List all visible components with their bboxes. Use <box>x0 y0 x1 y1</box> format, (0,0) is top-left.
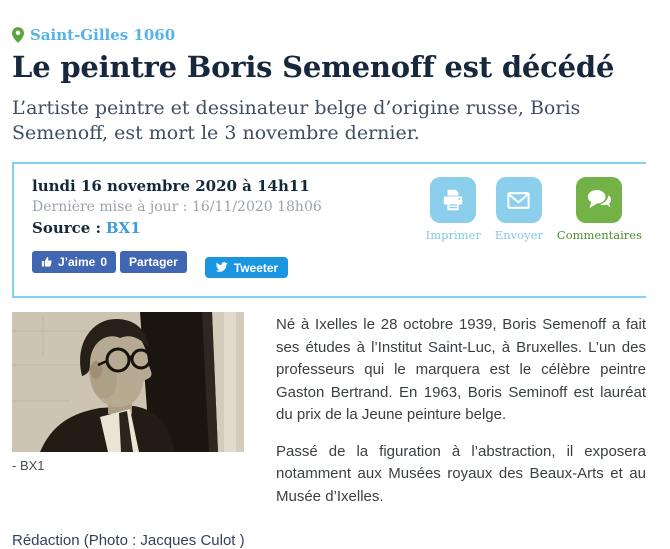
meta-info <box>32 177 426 278</box>
last-updated: Dernière mise à jour : 16/11/2020 18h06 <box>32 199 322 216</box>
page-title: Le peintre Boris Semenoff est décédé <box>12 50 615 84</box>
tweet-label: Tweeter <box>233 260 279 275</box>
article-section <box>12 312 646 508</box>
comments-action[interactable] <box>557 177 642 242</box>
share-label: Partager <box>129 255 178 270</box>
article-paragraph: Né à Ixelles le 28 octobre 1939, Boris Semenoff a fait ses études à l’Institut Saint-Luc, à Bruxelles. L’un des professeurs qui le marquera est le célèbre peintre Gaston Bertrand. En 1963, Boris Seminoff est lauréat du prix de la Jeune peinture belge. <box>276 316 646 424</box>
like-label: J’aime <box>58 255 96 270</box>
like-count: 0 <box>100 255 108 270</box>
location-label: Saint-Gilles 1060 <box>30 26 176 44</box>
source-link[interactable]: BX1 <box>105 219 141 238</box>
article-photo <box>12 312 244 452</box>
location-tag[interactable] <box>12 26 646 44</box>
article-photo-figure <box>12 312 244 508</box>
source-line <box>32 219 426 237</box>
byline: Rédaction (Photo : Jacques Culot ) <box>12 532 245 549</box>
article-body <box>276 312 646 508</box>
print-action[interactable] <box>426 177 481 242</box>
action-label: Envoyer <box>494 228 543 243</box>
action-buttons <box>426 177 646 278</box>
comments-icon <box>576 177 622 223</box>
action-label: Commentaires <box>556 228 642 243</box>
location-pin-icon <box>12 27 24 43</box>
publish-date: lundi 16 novembre 2020 à 14h11 <box>32 177 310 196</box>
tweet-button[interactable] <box>205 257 288 278</box>
email-action[interactable] <box>495 177 543 242</box>
thumbs-up-icon <box>41 256 53 268</box>
article-paragraph: Passé de la figuration à l’abstraction, il exposera notamment aux Musées royaux des Beaux-Arts et au Musée d’Ixelles. <box>276 442 646 505</box>
facebook-like-button[interactable] <box>32 251 116 273</box>
share-buttons <box>32 251 426 278</box>
source-label: Source : <box>32 219 102 238</box>
article-subtitle: L’artiste peintre et dessinateur belge d’origine russe, Boris Semenoff, est mort le 3 novembre dernier. <box>12 96 581 145</box>
photo-caption: - BX1 <box>12 458 45 474</box>
facebook-share-button[interactable] <box>120 251 187 273</box>
printer-icon <box>430 177 476 223</box>
action-label: Imprimer <box>425 228 481 243</box>
article-meta-box <box>12 162 646 298</box>
envelope-icon <box>496 177 542 223</box>
twitter-icon <box>215 262 228 273</box>
